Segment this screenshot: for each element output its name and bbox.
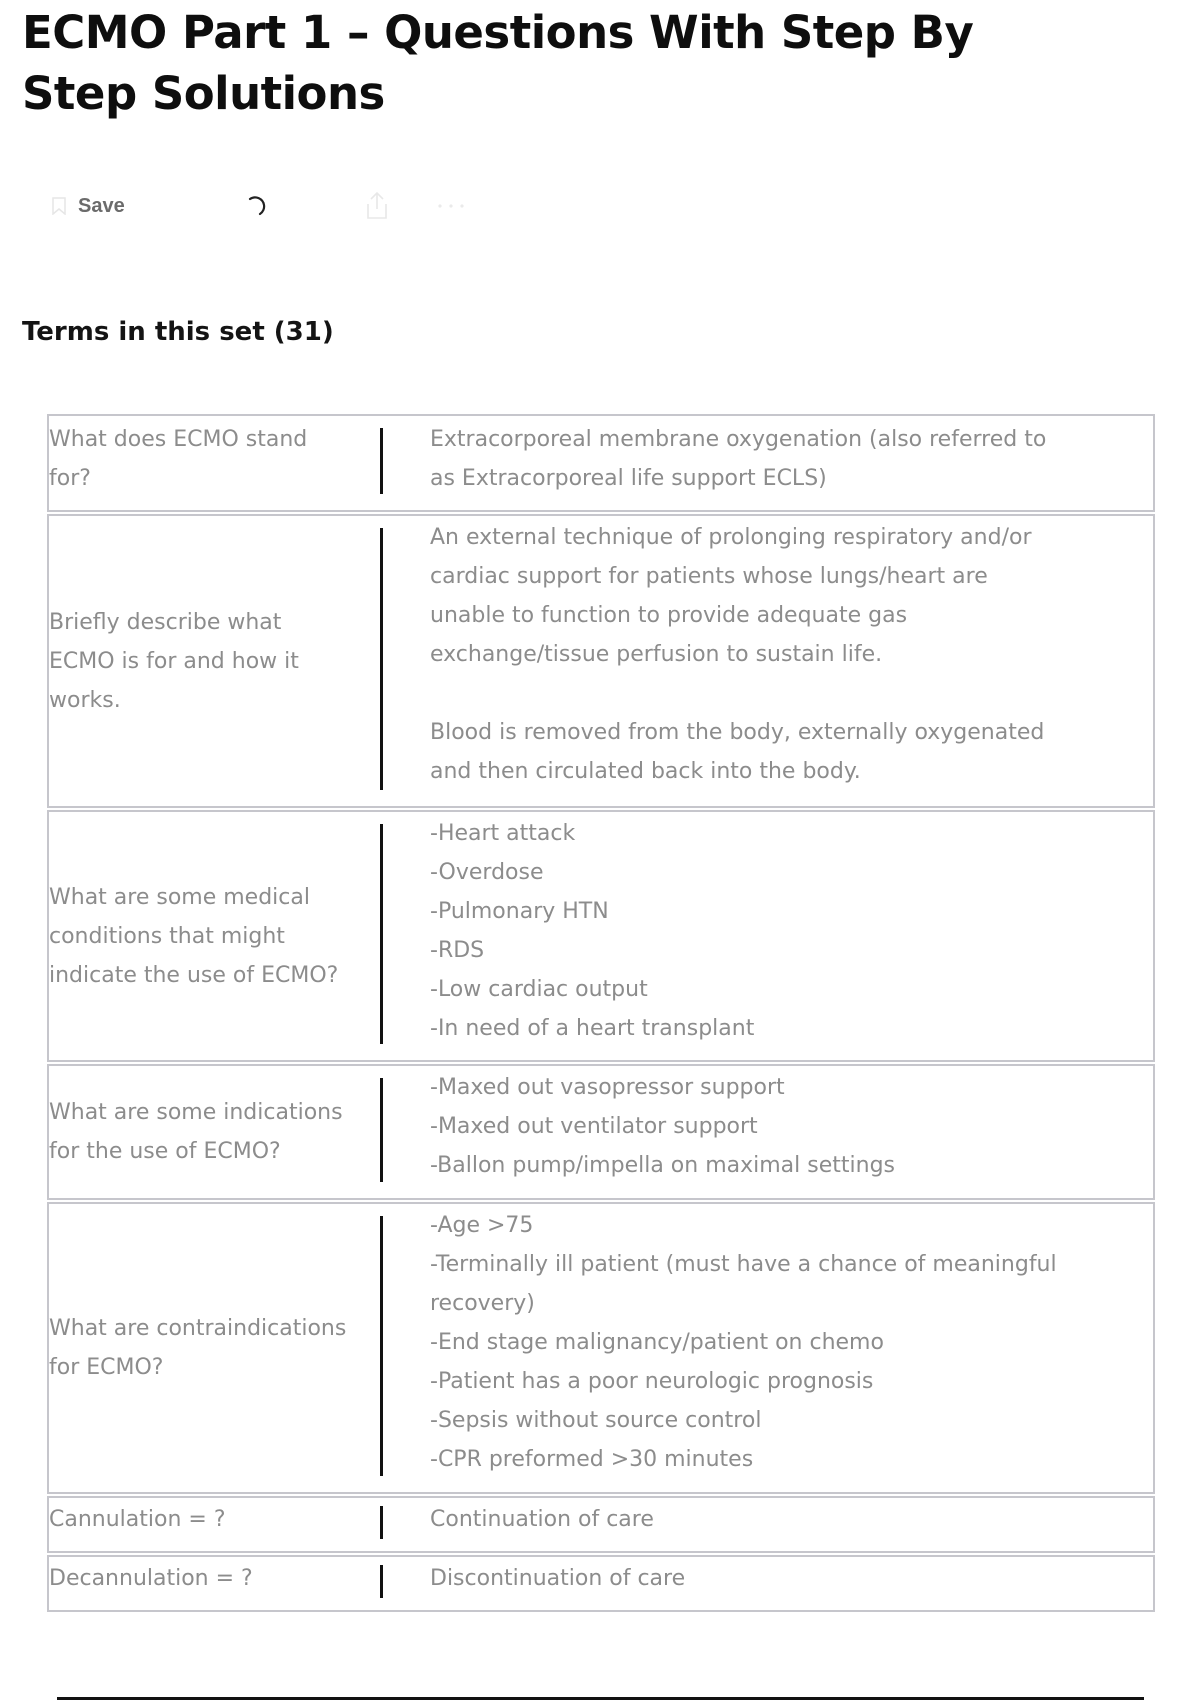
term-row[interactable] [47,514,1155,808]
definition-text: -Age >75 [430,1213,534,1238]
term-text: What does ECMO stand [49,427,308,452]
definition-text: -CPR preformed >30 minutes [430,1447,754,1472]
term-cell [49,516,380,806]
definition-text: unable to function to provide adequate gas [430,603,908,628]
save-label: Save [78,194,125,217]
definition-text: Blood is removed from the body, externally oxygenated [430,720,1045,745]
definition-text: -Heart attack [430,821,576,846]
definition-text: recovery) [430,1291,535,1316]
term-text: works. [49,687,121,713]
definition-text: -End stage malignancy/patient on chemo [430,1330,884,1355]
term-text: for? [49,466,91,491]
term-cell [49,1498,380,1551]
definition-cell [383,516,1153,806]
definition-text: -RDS [430,938,485,963]
definition-cell [383,416,1153,510]
terms-count-heading: Terms in this set (31) [22,317,334,347]
term-row[interactable] [47,1496,1155,1553]
definition-cell [383,812,1153,1060]
definition-text: -Maxed out vasopressor support [430,1075,785,1100]
term-row[interactable] [47,1202,1155,1494]
term-text: for the use of ECMO? [49,1139,281,1164]
term-cell [49,1066,380,1198]
definition-text: Discontinuation of care [430,1566,686,1591]
term-text: Decannulation = ? [49,1566,253,1591]
term-cell [49,1557,380,1610]
definition-cell [383,1557,1153,1610]
paragraph-gap [430,674,1113,713]
term-text: What are some indications [49,1100,343,1125]
definition-cell [383,1498,1153,1551]
definition-text: -Terminally ill patient (must have a chance of meaningful [430,1252,1057,1277]
definition-text: Extracorporeal membrane oxygenation (also referred to [430,427,1047,452]
term-text: Cannulation = ? [49,1507,226,1532]
term-text: ECMO is for and how it [49,648,299,674]
definition-cell [383,1066,1153,1198]
term-text: conditions that might [49,923,285,949]
save-button[interactable] [52,188,125,224]
page-title: ECMO Part 1 – Questions With Step By Step Solutions [22,6,974,120]
definition-text: -Low cardiac output [430,977,648,1002]
term-row[interactable] [47,414,1155,512]
definition-text: -Patient has a poor neurologic prognosis [430,1369,874,1394]
definition-text: -Maxed out ventilator support [430,1114,758,1139]
definition-cell [383,1204,1153,1492]
bookmark-icon [52,197,66,215]
definition-text: and then circulated back into the body. [430,759,861,784]
term-cell [49,812,380,1060]
term-text: What are contraindications [49,1316,347,1341]
term-text: indicate the use of ECMO? [49,962,339,988]
definition-text: cardiac support for patients whose lungs/heart are [430,564,988,589]
definition-text: -Sepsis without source control [430,1408,762,1433]
term-text: Briefly describe what [49,609,282,635]
definition-text: An external technique of prolonging respiratory and/or [430,525,1032,550]
term-row[interactable] [47,1064,1155,1200]
loading-spinner-icon [242,188,270,224]
more-icon[interactable] [436,188,468,224]
term-row[interactable] [47,810,1155,1062]
definition-text: -Overdose [430,860,544,885]
terms-table [47,414,1155,1614]
definition-text: Continuation of care [430,1507,654,1532]
definition-text: -Pulmonary HTN [430,899,609,924]
term-text: for ECMO? [49,1355,164,1380]
definition-text: -In need of a heart transplant [430,1016,755,1041]
definition-text: -Ballon pump/impella on maximal settings [430,1153,895,1178]
set-toolbar [52,188,552,224]
term-cell [49,1204,380,1492]
definition-text: as Extracorporeal life support ECLS) [430,466,827,491]
share-icon[interactable] [364,188,390,224]
term-cell [49,416,380,510]
term-row[interactable] [47,1555,1155,1612]
term-text: What are some medical [49,884,310,910]
definition-text: exchange/tissue perfusion to sustain life. [430,642,883,667]
